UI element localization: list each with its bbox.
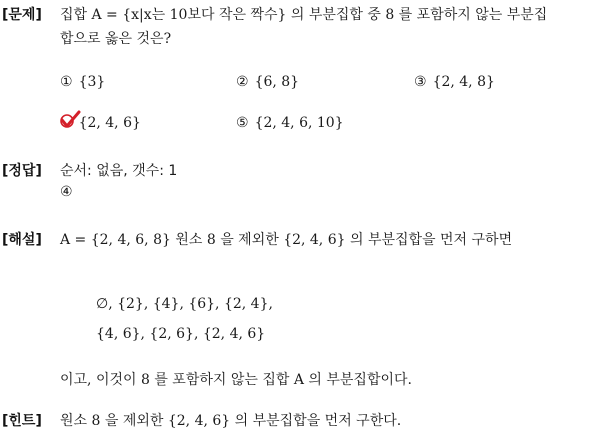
explanation-line1: A = {2, 4, 6, 8} 원소 8 을 제외한 {2, 4, 6} 의 부분집합을 먼저 구하면 xyxy=(60,232,513,248)
explanation-sets-line2: {4, 6}, {2, 6}, {2, 4, 6} xyxy=(96,326,266,342)
option-1-text: {3} xyxy=(78,74,106,90)
option-4-text: {2, 4, 6} xyxy=(78,115,141,131)
option-3[interactable] xyxy=(414,74,495,90)
question-tag: [문제] xyxy=(2,7,42,23)
option-2-number: ② xyxy=(236,74,249,90)
answer-tag: [정답] xyxy=(2,163,42,179)
option-5-number: ⑤ xyxy=(236,115,249,131)
explanation-conclusion: 이고, 이것이 8 를 포함하지 않는 집합 A 의 부분집합이다. xyxy=(60,372,412,388)
option-3-text: {2, 4, 8} xyxy=(432,74,495,90)
option-5[interactable] xyxy=(236,115,344,131)
question-text-line1: 집합 A = {x|x는 10보다 작은 짝수} 의 부분집합 중 8 를 포함하지 않는 부분집 xyxy=(60,7,548,23)
hint-tag: [힌트] xyxy=(2,413,42,429)
answer-line1: 순서: 없음, 갯수: 1 xyxy=(60,163,178,179)
answer-line2: ④ xyxy=(60,184,73,200)
explanation-tag: [해설] xyxy=(2,232,42,248)
question-text-line2: 합으로 옳은 것은? xyxy=(60,31,172,47)
explanation-sets-line1: ∅, {2}, {4}, {6}, {2, 4}, xyxy=(96,296,273,312)
option-3-number: ③ xyxy=(414,74,427,90)
option-4[interactable] xyxy=(60,115,141,131)
option-2[interactable] xyxy=(236,74,299,90)
option-1-number: ① xyxy=(60,74,73,90)
option-2-text: {6, 8} xyxy=(254,74,300,90)
option-1[interactable] xyxy=(60,74,105,90)
option-5-text: {2, 4, 6, 10} xyxy=(254,115,344,131)
hint-line1: 원소 8 을 제외한 {2, 4, 6} 의 부분집합을 먼저 구한다. xyxy=(60,413,402,429)
